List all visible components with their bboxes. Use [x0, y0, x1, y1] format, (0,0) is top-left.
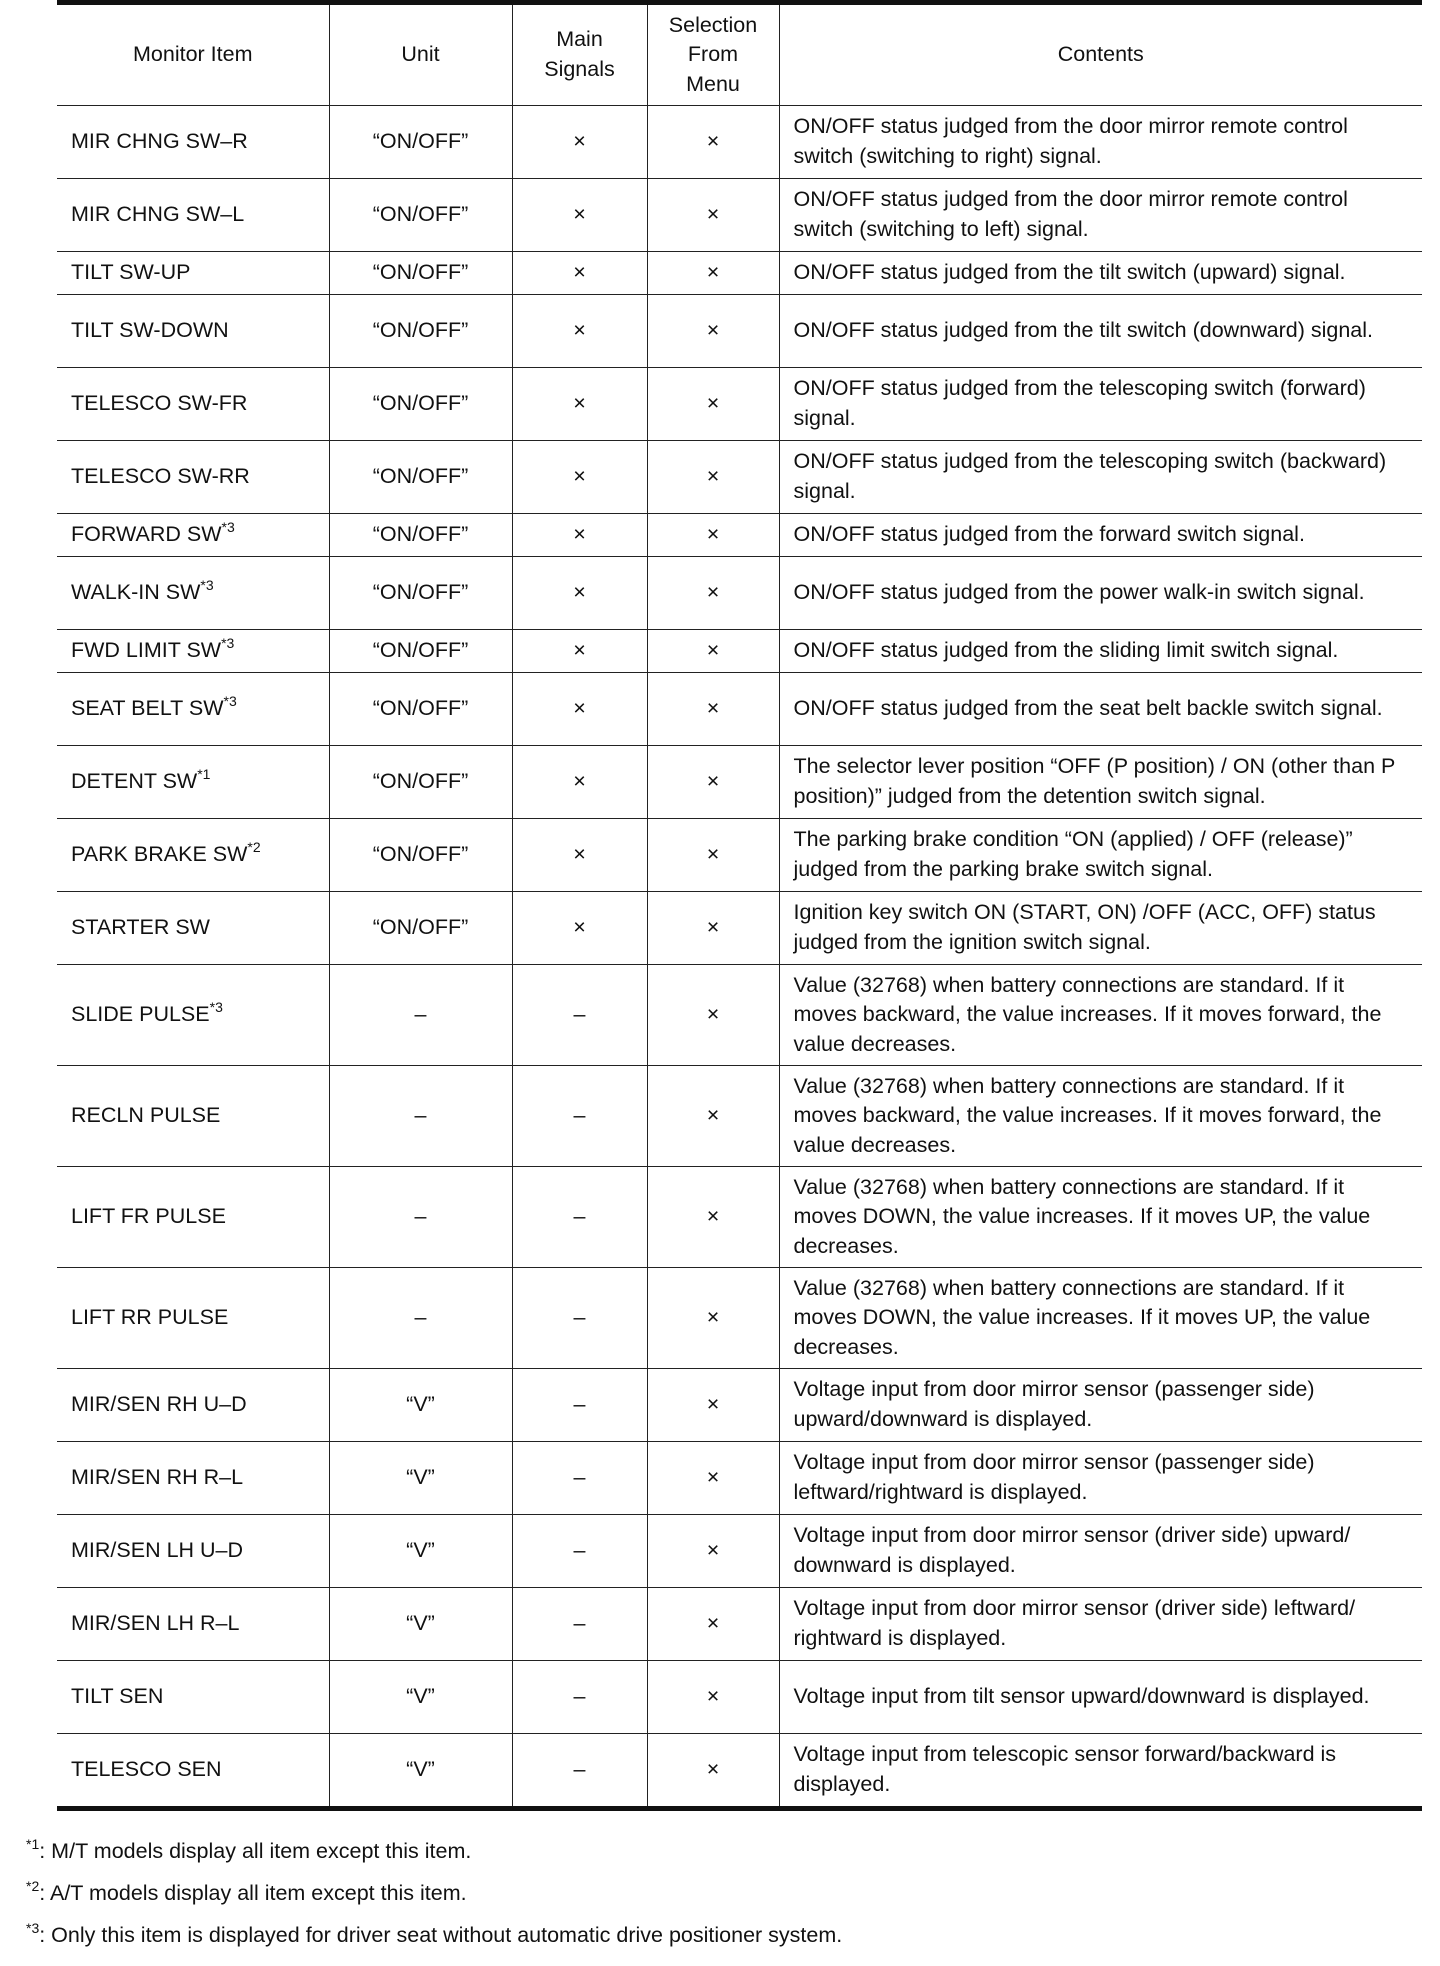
table-row: [57, 557, 1422, 630]
main-signals-cell: –: [512, 1515, 647, 1588]
table-row: [57, 1734, 1422, 1809]
monitor-item-name: LIFT FR PULSE: [71, 1204, 226, 1229]
main-signals-cell: –: [512, 965, 647, 1066]
monitor-item-name: TILT SW-UP: [71, 260, 191, 285]
monitor-item-cell: [57, 819, 329, 892]
footnote-reference: *3: [223, 693, 237, 710]
monitor-item-cell: [57, 514, 329, 557]
unit-cell: “V”: [329, 1588, 512, 1661]
header-monitor-item: Monitor Item: [57, 3, 329, 106]
monitor-item-cell: [57, 106, 329, 179]
monitor-item-cell: [57, 1734, 329, 1809]
unit-cell: “ON/OFF”: [329, 252, 512, 295]
unit-cell: “ON/OFF”: [329, 106, 512, 179]
monitor-item-cell: [57, 673, 329, 746]
selection-from-menu-cell: ×: [647, 1515, 779, 1588]
unit-cell: “V”: [329, 1661, 512, 1734]
table-row: [57, 1442, 1422, 1515]
footnote-reference: *3: [209, 999, 223, 1016]
main-signals-cell: ×: [512, 514, 647, 557]
footnote-reference: *2: [247, 839, 261, 856]
monitor-item-name: FORWARD SW: [71, 522, 222, 547]
selection-from-menu-cell: ×: [647, 1661, 779, 1734]
header-main-signals-line2: Signals: [544, 57, 615, 81]
monitor-item-name: DETENT SW: [71, 769, 198, 794]
table-row: [57, 1588, 1422, 1661]
table-row: [57, 673, 1422, 746]
footnote: [26, 1830, 842, 1872]
monitor-item-cell: [57, 1442, 329, 1515]
unit-cell: “ON/OFF”: [329, 179, 512, 252]
contents-cell: Ignition key switch ON (START, ON) /OFF (ACC, OFF) status judged from the ignition switch signal.: [779, 892, 1422, 965]
selection-from-menu-cell: ×: [647, 1268, 779, 1369]
table-header-row: [57, 3, 1422, 106]
contents-cell: ON/OFF status judged from the sliding limit switch signal.: [779, 630, 1422, 673]
footnote-reference: *3: [221, 519, 235, 536]
table-row: [57, 1268, 1422, 1369]
main-signals-cell: –: [512, 1734, 647, 1809]
selection-from-menu-cell: ×: [647, 1734, 779, 1809]
selection-from-menu-cell: ×: [647, 106, 779, 179]
selection-from-menu-cell: ×: [647, 1066, 779, 1167]
contents-cell: ON/OFF status judged from the telescoping switch (backward) signal.: [779, 441, 1422, 514]
monitor-item-name: TILT SEN: [71, 1684, 164, 1709]
table-row: [57, 892, 1422, 965]
header-main-signals: [512, 3, 647, 106]
monitor-item-name: MIR/SEN LH R–L: [71, 1611, 240, 1636]
table-row: [57, 514, 1422, 557]
monitor-item-cell: [57, 441, 329, 514]
unit-cell: “ON/OFF”: [329, 673, 512, 746]
contents-cell: Value (32768) when battery connections are standard. If it moves DOWN, the value increases. If it moves UP, the value decreases.: [779, 1167, 1422, 1268]
monitor-item-cell: [57, 892, 329, 965]
contents-cell: ON/OFF status judged from the telescoping switch (forward) signal.: [779, 368, 1422, 441]
main-signals-cell: –: [512, 1588, 647, 1661]
selection-from-menu-cell: ×: [647, 179, 779, 252]
table-row: [57, 179, 1422, 252]
table-row: [57, 1167, 1422, 1268]
footnotes: [26, 1830, 842, 1956]
contents-cell: Value (32768) when battery connections are standard. If it moves backward, the value increases. If it moves forward, the value decreases.: [779, 965, 1422, 1066]
table-row: [57, 295, 1422, 368]
table-row: [57, 630, 1422, 673]
header-contents: Contents: [779, 3, 1422, 106]
footnote-mark: *1: [26, 1835, 40, 1852]
header-selection-line1: Selection: [668, 12, 758, 37]
contents-cell: The selector lever position “OFF (P position) / ON (other than P position)” judged from the detention switch signal.: [779, 746, 1422, 819]
monitor-item-cell: [57, 557, 329, 630]
selection-from-menu-cell: ×: [647, 1167, 779, 1268]
main-signals-cell: ×: [512, 746, 647, 819]
footnote-reference: *3: [221, 635, 235, 652]
footnote-reference: *1: [197, 766, 211, 783]
selection-from-menu-cell: ×: [647, 252, 779, 295]
footnote: [26, 1872, 842, 1914]
header-selection-line3: Menu: [686, 71, 740, 96]
main-signals-cell: ×: [512, 557, 647, 630]
header-main-signals-line1: Main: [556, 27, 603, 52]
contents-cell: The parking brake condition “ON (applied) / OFF (release)” judged from the parking brake switch signal.: [779, 819, 1422, 892]
contents-cell: Value (32768) when battery connections are standard. If it moves backward, the value increases. If it moves forward, the value decreases.: [779, 1066, 1422, 1167]
unit-cell: “V”: [329, 1734, 512, 1809]
monitor-item-name: MIR CHNG SW–L: [71, 202, 245, 227]
main-signals-cell: –: [512, 1661, 647, 1734]
unit-cell: “V”: [329, 1515, 512, 1588]
monitor-item-name: MIR/SEN LH U–D: [71, 1538, 244, 1563]
contents-cell: Voltage input from door mirror sensor (driver side) upward/ downward is displayed.: [779, 1515, 1422, 1588]
main-signals-cell: ×: [512, 368, 647, 441]
contents-cell: ON/OFF status judged from the tilt switch (downward) signal.: [779, 295, 1422, 368]
monitor-item-name: PARK BRAKE SW: [71, 842, 248, 867]
monitor-item-cell: [57, 1588, 329, 1661]
table-row: [57, 1661, 1422, 1734]
unit-cell: –: [329, 1066, 512, 1167]
monitor-item-cell: [57, 295, 329, 368]
contents-cell: Value (32768) when battery connections are standard. If it moves DOWN, the value increases. If it moves UP, the value decreases.: [779, 1268, 1422, 1369]
monitor-item-cell: [57, 1268, 329, 1369]
main-signals-cell: ×: [512, 252, 647, 295]
main-signals-cell: ×: [512, 673, 647, 746]
monitor-item-table: [57, 0, 1422, 1811]
monitor-item-name: STARTER SW: [71, 915, 210, 940]
contents-cell: Voltage input from door mirror sensor (driver side) leftward/ rightward is displayed.: [779, 1588, 1422, 1661]
contents-cell: ON/OFF status judged from the power walk-in switch signal.: [779, 557, 1422, 630]
monitor-item-cell: [57, 746, 329, 819]
table-body: [57, 106, 1422, 1809]
unit-cell: “V”: [329, 1369, 512, 1442]
table-row: [57, 368, 1422, 441]
monitor-item-cell: [57, 1661, 329, 1734]
footnote-text: : M/T models display all item except this item.: [39, 1839, 472, 1863]
header-unit: Unit: [329, 3, 512, 106]
main-signals-cell: ×: [512, 441, 647, 514]
main-signals-cell: ×: [512, 295, 647, 368]
monitor-item-name: SEAT BELT SW: [71, 696, 224, 721]
contents-cell: ON/OFF status judged from the door mirror remote control switch (switching to left) signal.: [779, 179, 1422, 252]
main-signals-cell: ×: [512, 819, 647, 892]
monitor-item-name: LIFT RR PULSE: [71, 1305, 229, 1330]
monitor-item-cell: [57, 1066, 329, 1167]
unit-cell: “ON/OFF”: [329, 630, 512, 673]
selection-from-menu-cell: ×: [647, 1369, 779, 1442]
unit-cell: “V”: [329, 1442, 512, 1515]
contents-cell: ON/OFF status judged from the door mirror remote control switch (switching to right) signal.: [779, 106, 1422, 179]
table-row: [57, 1369, 1422, 1442]
footnote: [26, 1914, 842, 1956]
selection-from-menu-cell: ×: [647, 819, 779, 892]
main-signals-cell: ×: [512, 630, 647, 673]
contents-cell: Voltage input from door mirror sensor (passenger side) leftward/rightward is displayed.: [779, 1442, 1422, 1515]
footnote-text: : Only this item is displayed for driver seat without automatic drive positioner system.: [39, 1923, 843, 1947]
unit-cell: “ON/OFF”: [329, 892, 512, 965]
footnote-mark: *3: [26, 1919, 40, 1936]
unit-cell: “ON/OFF”: [329, 441, 512, 514]
selection-from-menu-cell: ×: [647, 368, 779, 441]
monitor-item-name: TILT SW-DOWN: [71, 318, 229, 343]
table-row: [57, 1515, 1422, 1588]
contents-cell: ON/OFF status judged from the tilt switch (upward) signal.: [779, 252, 1422, 295]
unit-cell: “ON/OFF”: [329, 819, 512, 892]
footnote-mark: *2: [26, 1877, 40, 1894]
header-selection-from-menu: [647, 3, 779, 106]
monitor-item-name: WALK-IN SW: [71, 580, 201, 605]
selection-from-menu-cell: ×: [647, 892, 779, 965]
selection-from-menu-cell: ×: [647, 557, 779, 630]
monitor-item-name: TELESCO SW-FR: [71, 391, 248, 416]
main-signals-cell: –: [512, 1268, 647, 1369]
contents-cell: Voltage input from tilt sensor upward/downward is displayed.: [779, 1661, 1422, 1734]
monitor-item-name: TELESCO SEN: [71, 1757, 222, 1782]
unit-cell: “ON/OFF”: [329, 295, 512, 368]
selection-from-menu-cell: ×: [647, 673, 779, 746]
monitor-item-name: RECLN PULSE: [71, 1103, 221, 1128]
monitor-item-cell: [57, 630, 329, 673]
unit-cell: –: [329, 1268, 512, 1369]
table-row: [57, 106, 1422, 179]
main-signals-cell: ×: [512, 892, 647, 965]
table-row: [57, 819, 1422, 892]
unit-cell: “ON/OFF”: [329, 514, 512, 557]
selection-from-menu-cell: ×: [647, 295, 779, 368]
monitor-item-cell: [57, 252, 329, 295]
table-row: [57, 746, 1422, 819]
monitor-item-name: MIR/SEN RH U–D: [71, 1392, 247, 1417]
monitor-item-name: SLIDE PULSE: [71, 1002, 210, 1027]
table-row: [57, 252, 1422, 295]
main-signals-cell: –: [512, 1369, 647, 1442]
main-signals-cell: –: [512, 1442, 647, 1515]
unit-cell: “ON/OFF”: [329, 368, 512, 441]
monitor-item-cell: [57, 1515, 329, 1588]
monitor-item-table-container: [57, 0, 1422, 1811]
unit-cell: –: [329, 965, 512, 1066]
main-signals-cell: –: [512, 1167, 647, 1268]
selection-from-menu-cell: ×: [647, 746, 779, 819]
selection-from-menu-cell: ×: [647, 514, 779, 557]
monitor-item-cell: [57, 368, 329, 441]
monitor-item-name: MIR CHNG SW–R: [71, 129, 248, 154]
contents-cell: ON/OFF status judged from the forward switch signal.: [779, 514, 1422, 557]
monitor-item-name: FWD LIMIT SW: [71, 638, 222, 663]
main-signals-cell: ×: [512, 179, 647, 252]
unit-cell: “ON/OFF”: [329, 746, 512, 819]
contents-cell: Voltage input from door mirror sensor (passenger side) upward/downward is displayed.: [779, 1369, 1422, 1442]
main-signals-cell: –: [512, 1066, 647, 1167]
main-signals-cell: ×: [512, 106, 647, 179]
selection-from-menu-cell: ×: [647, 965, 779, 1066]
monitor-item-cell: [57, 179, 329, 252]
unit-cell: –: [329, 1167, 512, 1268]
table-row: [57, 441, 1422, 514]
footnote-text: : A/T models display all item except this item.: [39, 1881, 467, 1905]
contents-cell: Voltage input from telescopic sensor forward/backward is displayed.: [779, 1734, 1422, 1809]
selection-from-menu-cell: ×: [647, 441, 779, 514]
selection-from-menu-cell: ×: [647, 1588, 779, 1661]
monitor-item-cell: [57, 1369, 329, 1442]
selection-from-menu-cell: ×: [647, 630, 779, 673]
monitor-item-name: TELESCO SW-RR: [71, 464, 250, 489]
header-selection-line2: From: [687, 42, 739, 67]
monitor-item-cell: [57, 1167, 329, 1268]
footnote-reference: *3: [200, 577, 214, 594]
monitor-item-cell: [57, 965, 329, 1066]
monitor-item-name: MIR/SEN RH R–L: [71, 1465, 244, 1490]
contents-cell: ON/OFF status judged from the seat belt backle switch signal.: [779, 673, 1422, 746]
table-row: [57, 965, 1422, 1066]
unit-cell: “ON/OFF”: [329, 557, 512, 630]
selection-from-menu-cell: ×: [647, 1442, 779, 1515]
table-row: [57, 1066, 1422, 1167]
